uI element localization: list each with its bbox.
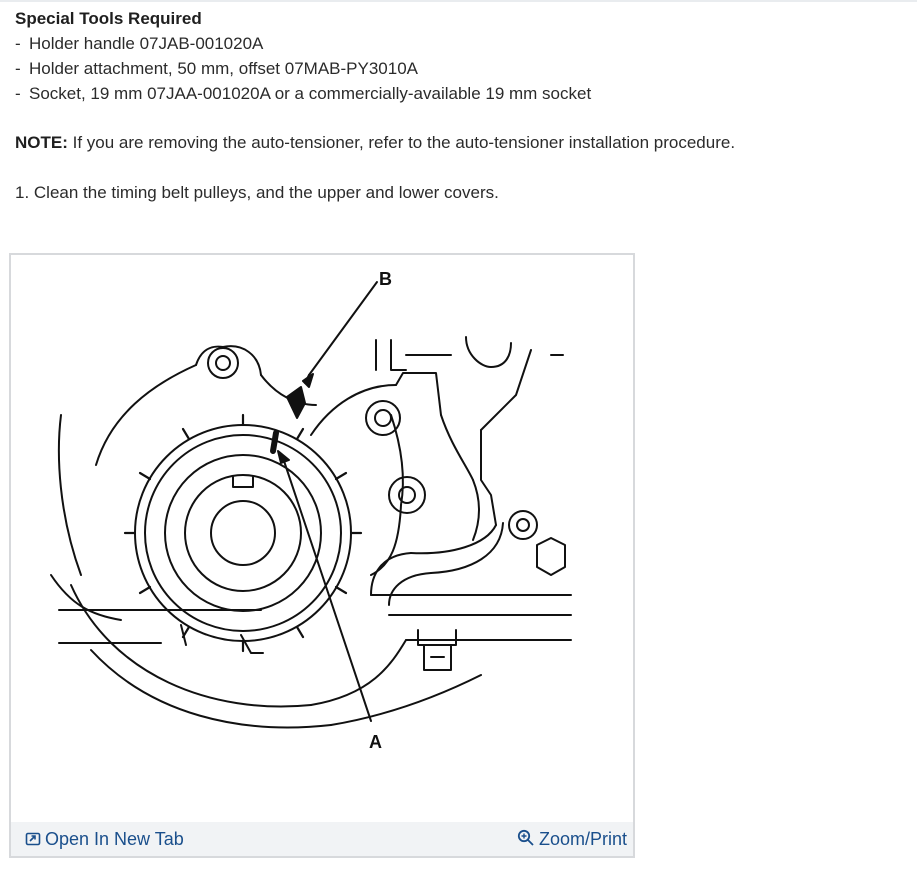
zoom-print-link[interactable] bbox=[517, 828, 627, 852]
list-dash: - bbox=[15, 59, 21, 78]
open-external-icon bbox=[25, 830, 41, 852]
list-dash: - bbox=[15, 34, 21, 53]
open-in-new-tab-link[interactable] bbox=[25, 828, 184, 852]
tool-item bbox=[15, 31, 905, 56]
special-tools-section bbox=[15, 6, 905, 106]
callout-labels bbox=[11, 255, 633, 821]
callout-a-label: A bbox=[369, 732, 382, 752]
special-tools-title: Special Tools Required bbox=[15, 9, 202, 28]
step-1: 1. Clean the timing belt pulleys, and the upper and lower covers. bbox=[15, 183, 499, 202]
magnifier-icon bbox=[517, 829, 535, 852]
note-paragraph bbox=[15, 130, 735, 155]
zoom-print-label: Zoom/Print bbox=[538, 829, 627, 849]
note-label: NOTE: bbox=[15, 133, 68, 152]
top-divider bbox=[0, 0, 917, 2]
timing-belt-figure bbox=[9, 253, 635, 858]
tool-item-text: Holder handle 07JAB-001020A bbox=[29, 34, 264, 53]
open-in-new-tab-label: Open In New Tab bbox=[45, 829, 184, 849]
tool-item-text: Socket, 19 mm 07JAA-001020A or a commercially-available 19 mm socket bbox=[29, 84, 592, 103]
figure-footer-bar bbox=[11, 822, 633, 856]
callout-b-label: B bbox=[379, 269, 392, 289]
list-dash: - bbox=[15, 84, 21, 103]
tool-item-text: Holder attachment, 50 mm, offset 07MAB-PY3010A bbox=[29, 59, 418, 78]
note-text: If you are removing the auto-tensioner, refer to the auto-tensioner installation procedure. bbox=[67, 133, 736, 152]
tool-item bbox=[15, 56, 905, 81]
tool-item bbox=[15, 81, 905, 106]
